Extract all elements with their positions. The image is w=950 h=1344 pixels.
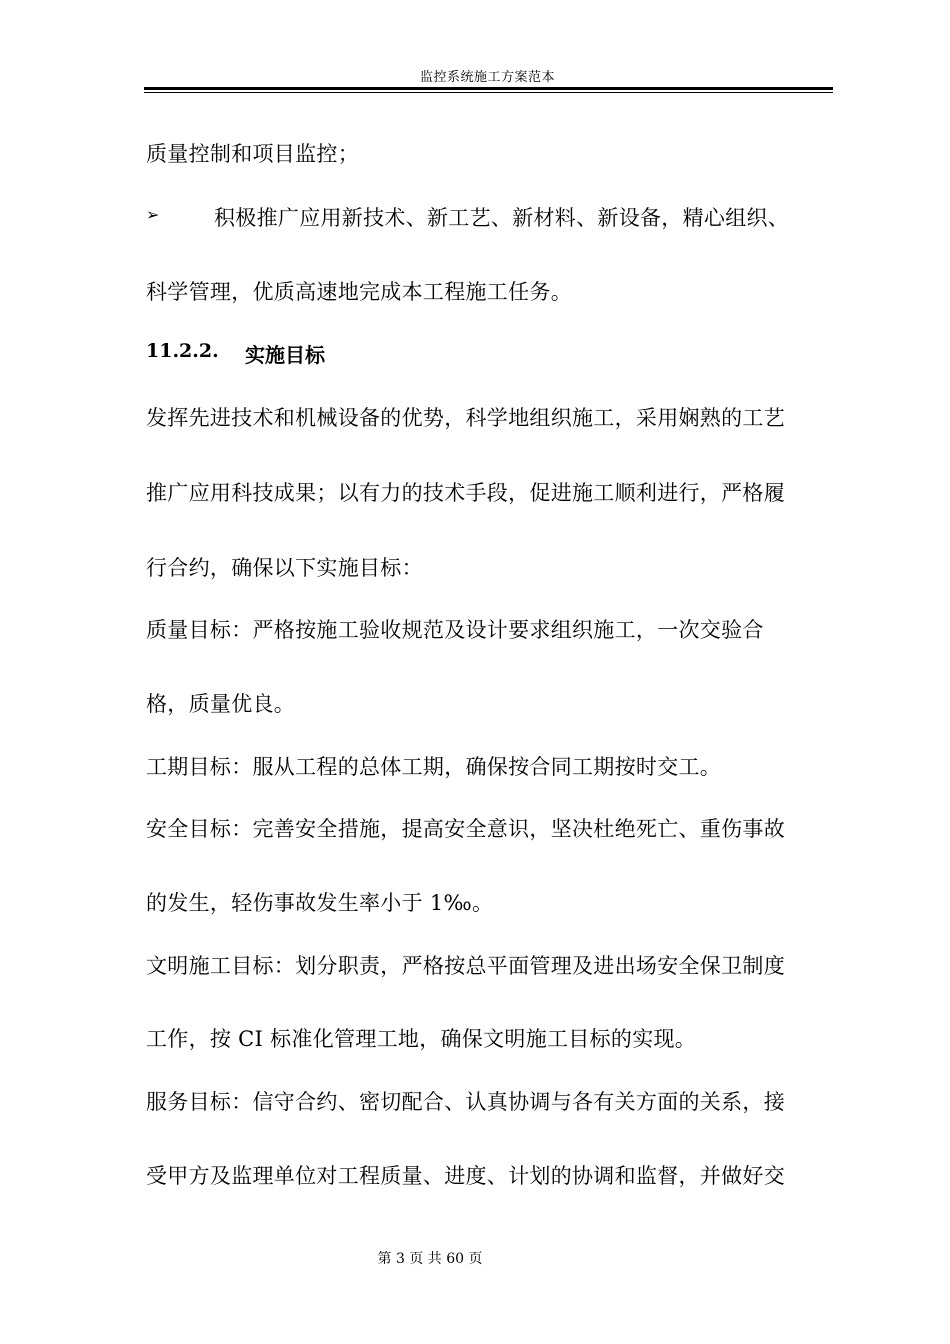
body-line-14: 服务目标：信守合约、密切配合、认真协调与各有关方面的关系，接 <box>146 1090 785 1114</box>
body-line-11: 的发生，轻伤事故发生率小于 1‰。 <box>146 891 494 915</box>
page-footer-number: 第 3 页 共 60 页 <box>377 1251 483 1267</box>
body-line-5: 推广应用科技成果；以有力的技术手段，促进施工顺利进行，严格履 <box>146 481 785 505</box>
body-line-2: 积极推广应用新技术、新工艺、新材料、新设备，精心组织、 <box>214 206 790 230</box>
body-line-1: 质量控制和项目监控； <box>146 142 359 166</box>
body-line-3: 科学管理，优质高速地完成本工程施工任务。 <box>146 280 572 304</box>
body-line-15: 受甲方及监理单位对工程质量、进度、计划的协调和监督，并做好交 <box>146 1164 785 1188</box>
body-line-4: 发挥先进技术和机械设备的优势，科学地组织施工，采用娴熟的工艺 <box>146 406 785 430</box>
header-rule-thin <box>144 92 833 93</box>
body-line-7: 质量目标：严格按施工验收规范及设计要求组织施工，一次交验合 <box>146 618 764 642</box>
body-line-9: 工期目标：服从工程的总体工期，确保按合同工期按时交工。 <box>146 755 722 779</box>
section-heading-number: 11.2.2. <box>146 340 219 362</box>
body-line-13: 工作，按 CI 标准化管理工地，确保文明施工目标的实现。 <box>146 1027 697 1051</box>
section-heading-title: 实施目标 <box>245 343 325 367</box>
header-rule-thick <box>144 87 833 90</box>
body-line-10: 安全目标：完善安全措施，提高安全意识，坚决杜绝死亡、重伤事故 <box>146 817 785 841</box>
page-header-title: 监控系统施工方案范本 <box>419 70 555 85</box>
body-line-12: 文明施工目标：划分职责，严格按总平面管理及进出场安全保卫制度 <box>146 954 785 978</box>
body-line-8: 格，质量优良。 <box>146 692 296 716</box>
body-line-6: 行合约，确保以下实施目标： <box>146 556 423 580</box>
bullet-arrow-icon: ➢ <box>146 205 160 224</box>
